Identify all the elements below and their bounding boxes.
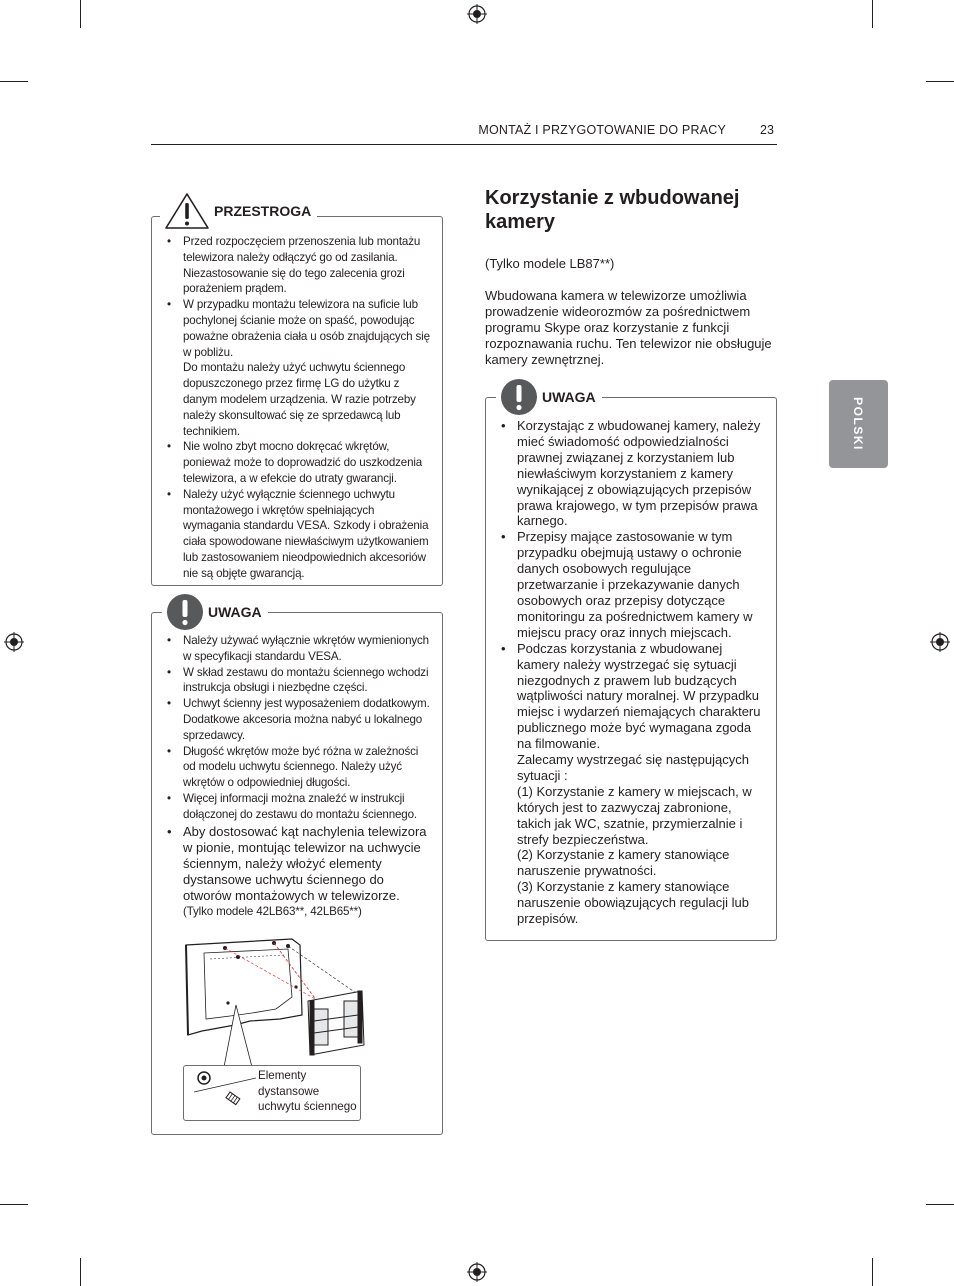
list-item: • W skład zestawu do montażu ściennego wchodzi instrukcja obsługi i niezbędne części. bbox=[167, 665, 431, 697]
note-box-left-header bbox=[162, 592, 268, 632]
wall-mount-illustration bbox=[180, 935, 380, 1065]
note-right-title: UWAGA bbox=[542, 389, 596, 405]
crop-mark bbox=[80, 0, 81, 28]
crop-mark bbox=[872, 0, 873, 28]
list-item: • Nie wolno zbyt mocno dokręcać wkrętów, ponieważ może to doprowadzić do uszkodzenia telewizora, a w efekcie do utraty gwarancji. bbox=[167, 439, 431, 486]
list-item: • Aby dostosować kąt nachylenia telewizora w pionie, montując telewizor na uchwycie ściennym, należy włożyć elementy dystansowe uchwytu ściennego do otworów montażowych w telewizorze. (Tylko modele 42LB63**, 42LB65**) bbox=[167, 824, 433, 919]
situation-item: (2) Korzystanie z kamery stanowiące naruszenie prywatności. bbox=[517, 847, 730, 879]
registration-crosshair-icon bbox=[467, 1262, 487, 1282]
list-item: • Podczas korzystania z wbudowanej kamery należy wystrzegać się sytuacji niezgodnych z prawem lub budzących wątpliwości natury moralnej. W przypadku miejsc i wydarzeń niemających charakteru publicznego może być wymagana zgoda na filmowanie. Zalecamy wystrzegać się następujących sytuacji : (1) Korzystanie z kamery w miejscach, w których jest to zazwyczaj zabronione, takich jak WC, szatnie, przymierzalnie i strefy bezpieczeństwa. (2) Korzystanie z kamery stanowiące naruszenie prywatności. (3) Korzystanie z kamery stanowiące naruszenie obowiązujących regulacji lub przepisów. bbox=[501, 641, 767, 927]
situation-item: (1) Korzystanie z kamery w miejscach, w których jest to zazwyczaj zabronione, takich jak WC, szatnie, przymierzalnie i strefy bezpieczeństwa. bbox=[517, 783, 752, 847]
crop-mark bbox=[0, 1204, 28, 1205]
list-item: • Korzystając z wbudowanej kamery, należy mieć świadomość odpowiedzialności prawnej związanej z korzystaniem lub niewłaściwym korzystaniem z kamery wynikającej z obowiązujących przepisów prawa krajowego, w tym przepisów prawa karnego. bbox=[501, 418, 767, 529]
exclamation-icon bbox=[166, 593, 204, 631]
crop-mark bbox=[80, 1258, 81, 1286]
models-note-left: (Tylko modele 42LB63**, 42LB65**) bbox=[183, 904, 362, 918]
spacer-caption: Elementy dystansowe uchwytu ściennego bbox=[258, 1069, 357, 1114]
list-item: • Więcej informacji można znaleźć w instrukcji dołączonej do zestawu do montażu ściennego. bbox=[167, 791, 431, 823]
page-number: 23 bbox=[760, 123, 774, 137]
registration-crosshair-icon bbox=[467, 4, 487, 24]
caution-box-header bbox=[160, 191, 317, 231]
crop-mark bbox=[926, 81, 954, 82]
list-item: • Uchwyt ścienny jest wyposażeniem dodatkowym. Dodatkowe akcesoria można nabyć u lokalnego sprzedawcy. bbox=[167, 696, 431, 743]
list-item: • W przypadku montażu telewizora na suficie lub pochylonej ścianie może on spaść, powodując poważne obrażenia ciała u osób znajdujących się w pobliżu. Do montażu należy użyć uchwytu ściennego dopuszczonego przez firmę LG do użytku z danym modelem urządzenia. W razie potrzeby należy skonsultować się ze sprzedawcą lub technikiem. bbox=[167, 297, 431, 439]
crop-mark bbox=[926, 1204, 954, 1205]
camera-models-note: (Tylko modele LB87**) bbox=[485, 256, 615, 271]
caution-list bbox=[167, 234, 431, 582]
note-left-list bbox=[167, 633, 431, 823]
language-tab bbox=[829, 380, 888, 468]
warning-triangle-icon bbox=[164, 192, 210, 230]
list-item: • Przepisy mające zastosowanie w tym przypadku obejmują ustawy o ochronie danych osobowych regulujące przetwarzanie i przekazywanie danych osobowych oraz przepisy dotyczące monitoringu za pośrednictwem kamery w miejscu pracy oraz innych miejscach. bbox=[501, 529, 767, 640]
spacer-icon bbox=[190, 1068, 260, 1112]
caution-extra-text: Do montażu należy użyć uchwytu ściennego dopuszczonego przez firmę LG do użytku z danym modelem urządzenia. W razie potrzeby należy skonsultować się ze sprzedawcą lub technikiem. bbox=[183, 361, 416, 438]
exclamation-icon bbox=[500, 378, 538, 416]
header-rule bbox=[151, 144, 777, 145]
camera-description: Wbudowana kamera w telewizorze umożliwia prowadzenie wideorozmów za pośrednictwem programu Skype oraz korzystanie z funkcji rozpoznawania ruchu. Ten telewizor nie obsługuje kamery zewnętrznej. bbox=[485, 288, 772, 367]
list-item: • Należy użyć wyłącznie ściennego uchwytu montażowego i wkrętów spełniających wymagania standardu VESA. Szkody i obrażenia ciała spowodowane niewłaściwym użytkowaniem lub zastosowaniem nieodpowiednich akcesoriów nie są objęte gwarancją. bbox=[167, 487, 431, 582]
list-item: • Należy używać wyłącznie wkrętów wymienionych w specyfikacji standardu VESA. bbox=[167, 633, 431, 665]
list-item: • Przed rozpoczęciem przenoszenia lub montażu telewizora należy odłączyć go od zasilania. Niezastosowanie się do tego zalecenia grozi porażeniem prądem. bbox=[167, 234, 431, 297]
note-right-list bbox=[501, 418, 767, 927]
language-tab-label: POLSKI bbox=[851, 397, 866, 451]
registration-crosshair-icon bbox=[930, 632, 950, 652]
section-title: MONTAŻ I PRZYGOTOWANIE DO PRACY bbox=[478, 123, 726, 137]
caution-title: PRZESTROGA bbox=[214, 203, 312, 219]
camera-section-title: Korzystanie z wbudowanej kamery bbox=[485, 187, 740, 233]
note-right-extra: Zalecamy wystrzegać się następujących sytuacji : bbox=[517, 752, 749, 783]
registration-crosshair-icon bbox=[4, 632, 24, 652]
crop-mark bbox=[872, 1258, 873, 1286]
note-box-right-header bbox=[496, 377, 602, 417]
list-item: • Długość wkrętów może być różna w zależności od modelu uchwytu ściennego. Należy użyć wkrętów o odpowiedniej długości. bbox=[167, 744, 431, 791]
note-left-large-item bbox=[167, 824, 433, 919]
situation-item: (3) Korzystanie z kamery stanowiące naruszenie obowiązujących regulacji lub przepisów. bbox=[517, 879, 749, 927]
crop-mark bbox=[0, 81, 28, 82]
note-left-title: UWAGA bbox=[208, 604, 262, 620]
